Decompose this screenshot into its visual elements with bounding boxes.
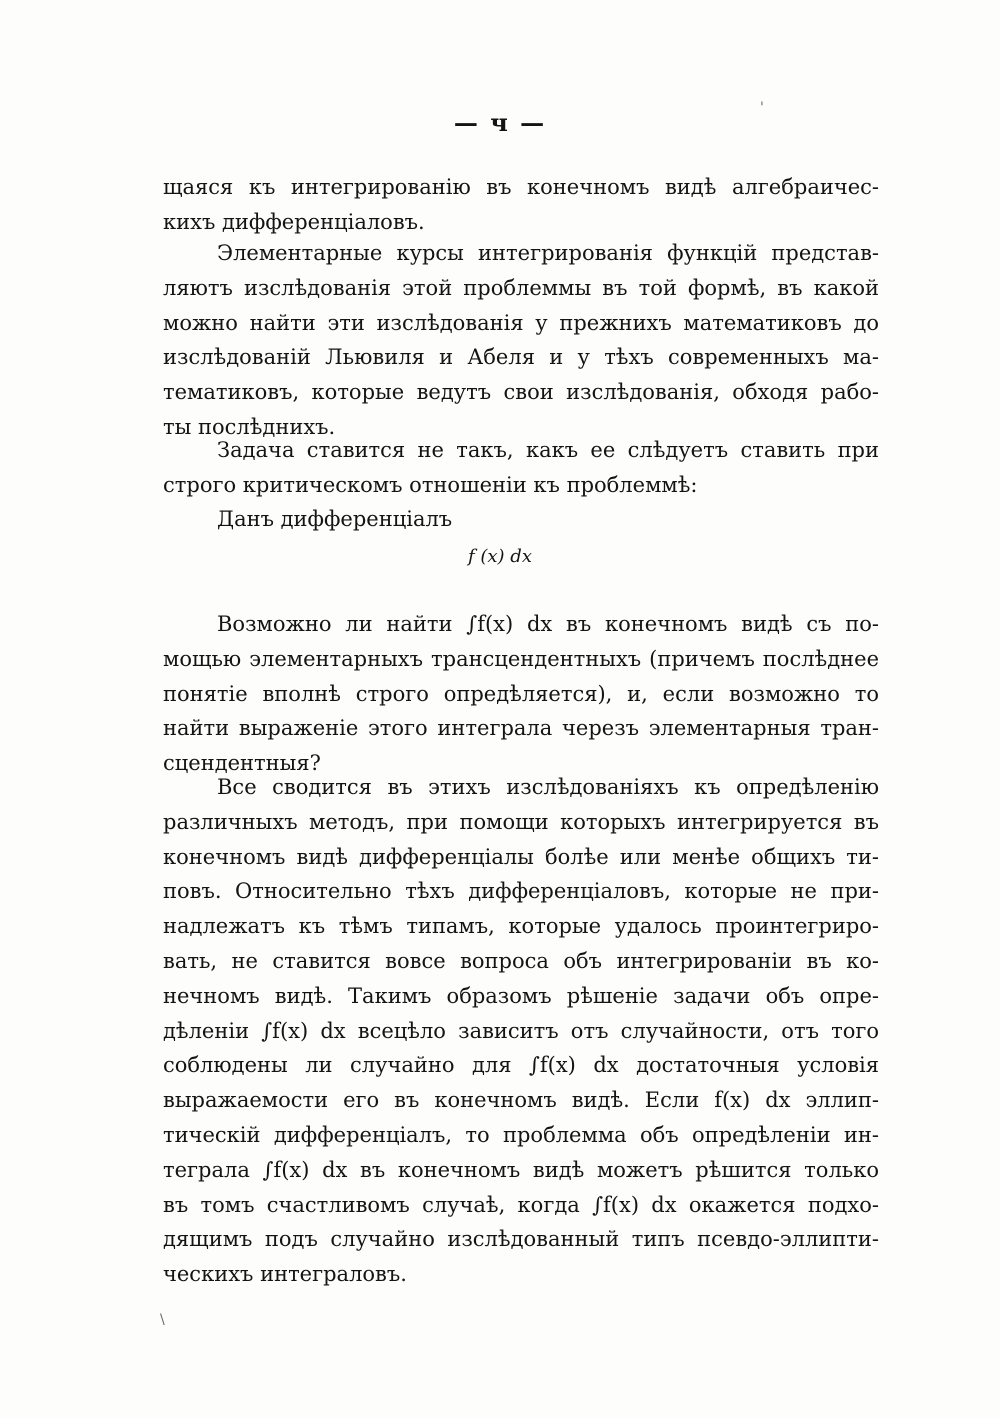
paragraph-6 [163, 770, 879, 1292]
text-line: соблюдены ли случайно для ∫f(x) dx достаточныя условія [163, 1053, 879, 1078]
text-line: щаяся къ интегрированію въ конечномъ видѣ алгебраичес- [163, 175, 879, 199]
text-line: сцендентныя? [163, 751, 321, 776]
text-line: различныхъ методъ, при помощи которыхъ интегрируется въ [163, 809, 879, 834]
page-number-header: — ч — [453, 108, 547, 137]
text-line: нечномъ видѣ. Такимъ образомъ рѣшеніе задачи объ опре- [163, 983, 879, 1008]
text-line: выражаемости его въ конечномъ видѣ. Если f(x) dx эллип- [163, 1088, 879, 1113]
text-line: Возможно ли найти ∫f(x) dx въ конечномъ видѣ съ по- [217, 612, 879, 636]
paragraph-3 [163, 433, 879, 503]
text-line: изслѣдованій Льювиля и Абеля и у тѣхъ современныхъ ма- [163, 345, 879, 370]
paragraph-2 [163, 236, 879, 445]
text-line: тематиковъ, которые ведутъ свои изслѣдованія, обходя рабо- [163, 380, 879, 405]
text-line: Задача ставится не такъ, какъ ее слѣдуетъ ставить при [217, 438, 879, 462]
text-line: ческихъ интеграловъ. [163, 1262, 407, 1287]
formula: f (x) dx [468, 546, 532, 567]
text-line: ты послѣднихъ. [163, 414, 336, 439]
text-line: дѣленіи ∫f(x) dx всецѣло зависитъ отъ случайности, отъ того [163, 1018, 879, 1043]
text-line: тическій дифференціалъ, то проблемма объ опредѣленіи ин- [163, 1122, 879, 1147]
text-line: въ томъ счастливомъ случаѣ, когда ∫f(x) dx окажется подхо- [163, 1192, 879, 1217]
text-line: понятіе вполнѣ строго опредѣляется), и, если возможно то [163, 681, 879, 706]
paragraph-5 [163, 607, 879, 781]
paragraph-1 [163, 170, 879, 240]
text-line: Данъ дифференціалъ [217, 507, 453, 531]
text-line: конечномъ видѣ дифференціалы болѣе или менѣе общихъ ти- [163, 844, 879, 869]
text-line: кихъ дифференціаловъ. [163, 209, 425, 234]
text-line: дящимъ подъ случайно изслѣдованный типъ псевдо-эллипти- [163, 1227, 879, 1252]
scan-speck: \ [160, 1312, 165, 1328]
scan-speck: ' [760, 100, 764, 116]
paragraph-4 [163, 502, 879, 537]
text-line: повъ. Относительно тѣхъ дифференціаловъ, которые не при- [163, 879, 879, 904]
text-line: Элементарные курсы интегрированія функцій представ- [217, 241, 879, 265]
text-line: мощью элементарныхъ трансцендентныхъ (причемъ послѣднее [163, 646, 879, 671]
text-line: можно найти эти изслѣдованія у прежнихъ математиковъ до [163, 310, 879, 335]
text-line: строго критическомъ отношеніи къ проблеммѣ: [163, 472, 698, 497]
text-line: ляютъ изслѣдованія этой проблеммы въ той формѣ, въ какой [163, 275, 879, 300]
text-line: надлежатъ къ тѣмъ типамъ, которые удалось проинтегриро- [163, 914, 879, 939]
text-line: теграла ∫f(x) dx въ конечномъ видѣ можетъ рѣшится только [163, 1157, 879, 1182]
text-line: вать, не ставится вовсе вопроса объ интегрированіи въ ко- [163, 948, 879, 973]
text-line: найти выраженіе этого интеграла черезъ элементарныя тран- [163, 716, 879, 741]
text-line: Все сводится въ этихъ изслѣдованіяхъ къ опредѣленію [217, 775, 879, 799]
